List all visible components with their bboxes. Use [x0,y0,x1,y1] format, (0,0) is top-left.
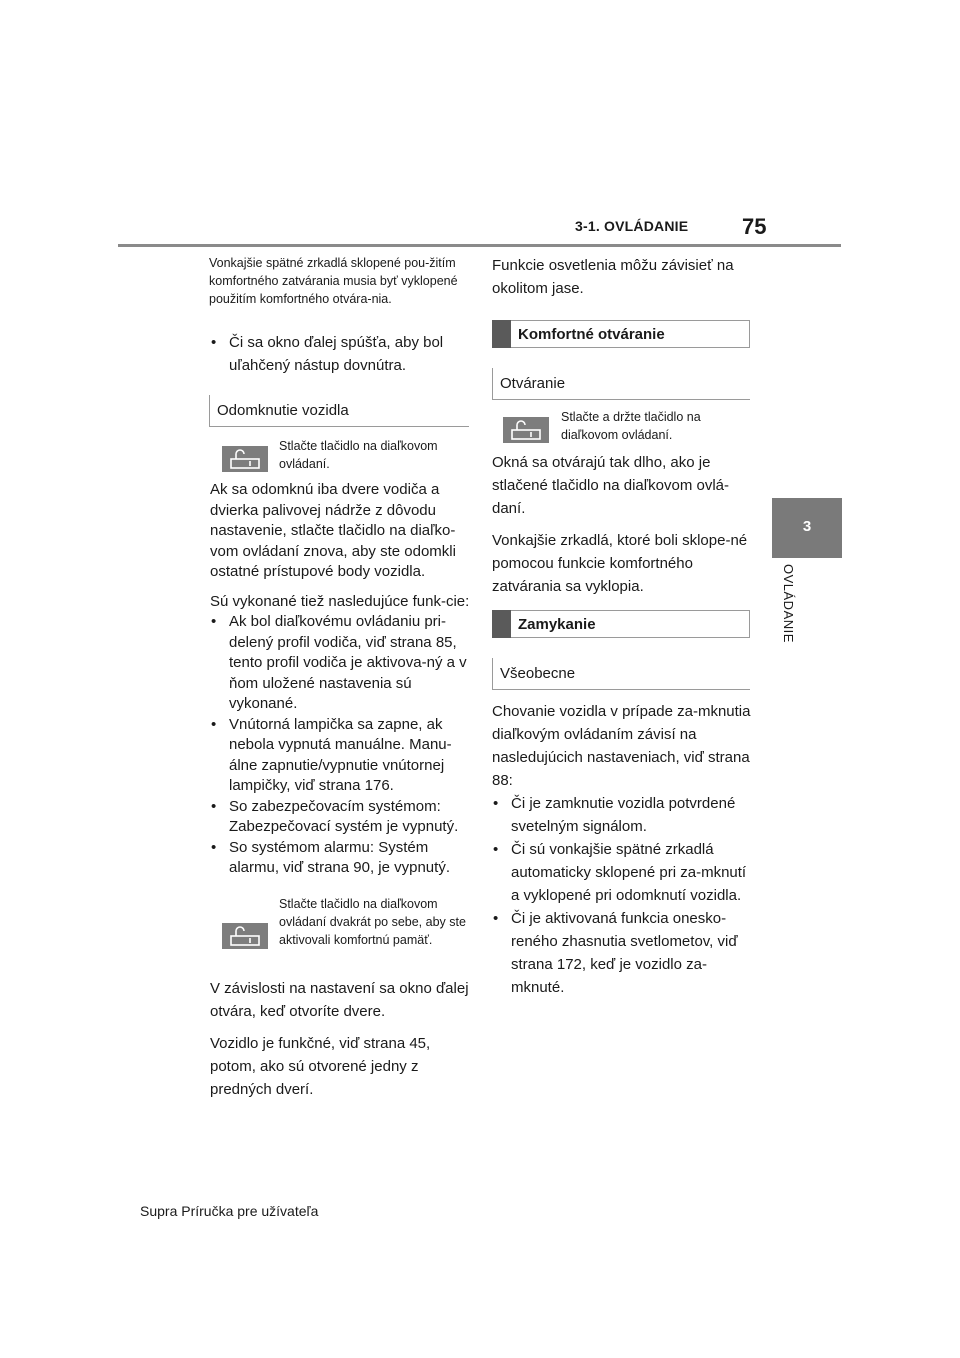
list-item: • Či je aktivovaná funkcia onesko-reného zhasnutia svetlometov, viď strana 172, keď je vozidlo za-mknuté. [492,907,754,999]
list-item: • Či sú vonkajšie spätné zrkadlá automaticky sklopené pri za-mknutí a vyklopené pri odomknutí vozidla. [492,838,754,907]
instruction-text: Stlačte tlačidlo na diaľkovom ovládaní. [279,439,438,471]
paragraph: Vonkajšie zrkadlá, ktoré boli sklope-né pomocou funkcie komfortného zatvárania sa vyklopia. [492,532,748,595]
heading-marker [492,610,511,638]
left-body [210,480,472,879]
list-item: • So systémom alarmu: Systém alarmu, viď strana 90, je vypnutý. [210,838,472,879]
right-body-lock [492,700,754,999]
header-rule [118,244,841,247]
paragraph: V závislosti na nastavení sa okno ďalej otvára, keď otvoríte dvere. [210,980,469,1020]
paragraph: Sú vykonané tiež nasledujúce funk-cie: [210,592,470,610]
unlock-heading: Odomknutie vozidla [209,395,469,427]
list-item: • Či je zamknutie vozidla potvrdené svetelným signálom. [492,792,754,838]
page-number: 75 [742,214,767,239]
right-body [492,451,754,607]
instruction-text: Stlačte a držte tlačidlo na diaľkovom ovládaní. [561,410,701,442]
unlock-remote-icon [503,417,549,443]
heading-text: Komfortné otváranie [518,325,665,343]
instruction-text: Stlačte tlačidlo na diaľkovom ovládaní dvakrát po sebe, aby ste aktivovali komfortnú pamäť. [279,897,466,947]
intro-list [210,331,472,377]
list-item: • Či sa okno ďalej spúšťa, aby bol uľahčený nástup dovnútra. [210,331,472,377]
chapter-label: OVLÁDANIE [781,564,796,643]
general-subheading: Všeobecne [492,658,750,690]
heading-text: Zamykanie [518,615,596,633]
section-title: 3-1. OVLÁDANIE [575,218,689,234]
list-item: • Ak bol diaľkovému ovládaniu pri-delený profil vodiča, viď strana 85, tento profil vodiča je aktivova-ný a v ňom uložené nastavenia sú vykonané. [210,612,472,715]
paragraph: Funkcie osvetlenia môžu závisieť na okolitom jase. [492,257,734,297]
footer-text: Supra Príručka pre užívateľa [140,1203,319,1219]
functions-list [210,612,472,879]
paragraph: Ak sa odomknú iba dvere vodiča a dvierka palivovej nádrže z dôvodu nastavenie, stlačte tlačidlo na diaľko-vom ovládaní znova, aby ste odomkli ostatné prístupové body vozidla. [210,481,456,580]
locking-heading [492,610,750,638]
unlock-remote-icon [222,446,268,472]
intro-note: Vonkajšie spätné zrkadlá sklopené pou-žitím komfortného zatvárania musia byť vyklopené použitím komfortného otvára-nia. [209,256,458,306]
opening-subheading: Otváranie [492,368,750,400]
list-item: • Vnútorná lampička sa zapne, ak nebola vypnutá manuálne. Manu-álne zapnutie/vypnutie vnútornej lampičky, viď strana 176. [210,715,472,797]
left-body-end [210,977,472,1110]
heading-marker [492,320,511,348]
paragraph: Chovanie vozidla v prípade za-mknutia diaľkovým ovládaním závisí na nasledujúcich nastaveniach, viď strana 88: [492,703,751,789]
lock-settings-list [492,792,754,999]
paragraph: Vozidlo je funkčné, viď strana 45, potom, ako sú otvorené jedny z predných dverí. [210,1035,431,1098]
unlock-remote-icon [222,923,268,949]
list-item: • So zabezpečovacím systémom: Zabezpečovací systém je vypnutý. [210,797,472,838]
paragraph: Okná sa otvárajú tak dlho, ako je stlačené tlačidlo na diaľkovom ovlá-daní. [492,454,729,517]
comfort-opening-heading [492,320,750,348]
chapter-number: 3 [802,518,812,535]
